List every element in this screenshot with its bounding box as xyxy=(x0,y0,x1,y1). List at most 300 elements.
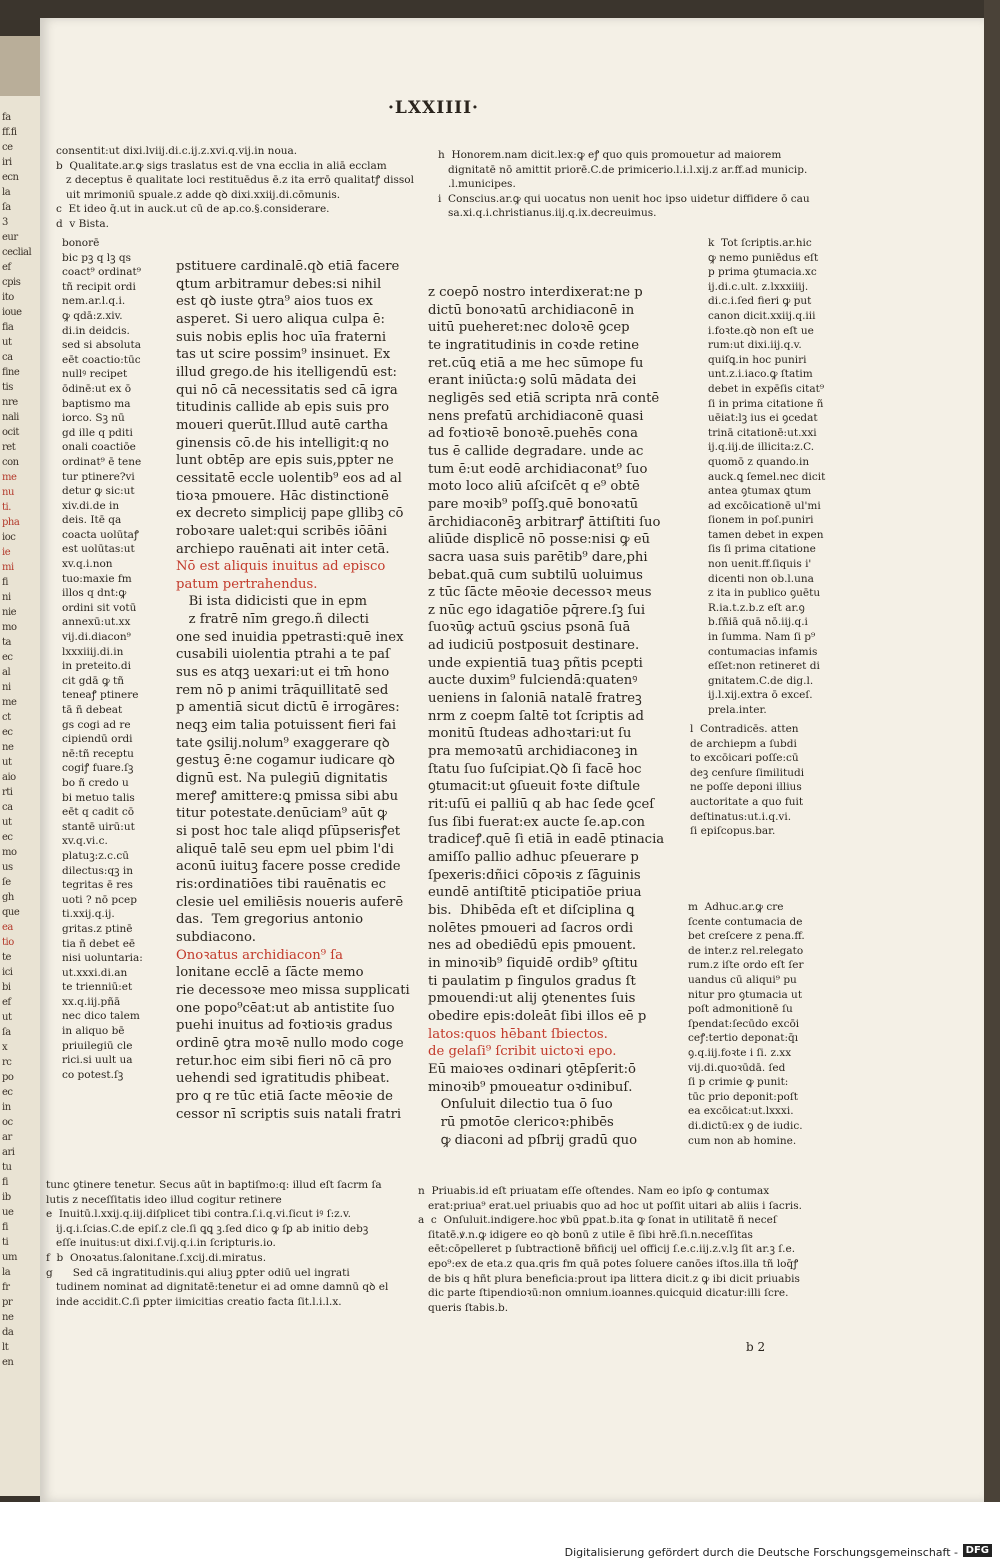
gloss-line: ij.q.i.ſcias.C.de epiſ.z cle.ſi ꝗꝗ ꝫ.ſed dico ꝙ ſꝑ ab initio debꝫ xyxy=(46,1222,369,1235)
gloss-line: contumacias infamis xyxy=(708,645,818,658)
left-page-fragment: ie xyxy=(2,547,11,558)
text-line: ad iudiciū postposuit destinare. xyxy=(428,638,640,654)
gloss-line: tegritas ē res xyxy=(62,879,133,892)
text-line: das. Tem gregorius antonio xyxy=(176,912,364,928)
text-line: ſuoꝛūꝙ actuū ꝯscius psonā ſuā xyxy=(428,620,631,636)
text-line: cessitatē eccle uolentib⁹ eos ad al xyxy=(176,470,402,486)
gloss-line: annexū:ut.xx xyxy=(62,616,131,629)
gloss-bottom-right xyxy=(418,1184,802,1315)
text-line: ad foꝛtioꝛē bonoꝛē.puehēs cona xyxy=(428,426,639,442)
left-page-fragment: fi xyxy=(2,577,8,588)
text-line: qui nō cā necessitatis sed cā igra xyxy=(176,382,398,398)
gloss-line: dicenti non ob.l.una xyxy=(708,572,814,585)
left-page-fragment: ec xyxy=(2,727,13,738)
gloss-line: de inter.z rel.relegato xyxy=(688,944,804,957)
gloss-line: deꝫ cenſure ſimilitudi xyxy=(690,766,805,779)
left-page-fragment: ef xyxy=(2,997,11,1008)
text-line: ginensis cō.de his intelligit:q no xyxy=(176,435,389,451)
footer-text: Digitalisierung gefördert durch die Deutsche Forschungsgemeinschaft - xyxy=(564,1546,958,1559)
left-page-fragment: lt xyxy=(2,1342,9,1353)
main-text-left-column xyxy=(176,258,410,1123)
text-line: tus ē callide degradare. unde ac xyxy=(428,443,644,459)
gloss-line: antea ꝯtumax ꝗtum xyxy=(708,485,812,498)
left-page-fragment: me xyxy=(2,472,17,483)
text-line: lunt obtēp are epis suis,ppter ne xyxy=(176,453,394,469)
left-page-fragment: ca xyxy=(2,802,13,813)
dfg-logo: DFG xyxy=(963,1544,992,1557)
gloss-line: lutis z neceſſitatis ideo illud cogitur retinere xyxy=(46,1193,282,1206)
text-line: pmouendi:ut alij ꝯtenentes ſuis xyxy=(428,991,636,1007)
gloss-line: ordinat⁹ ē tene xyxy=(62,455,142,468)
gloss-line: i Conscius.ar.ꝙ qui uocatus non uenit hoc ipso uidetur diffidere ō cau xyxy=(438,192,810,205)
gloss-left-column xyxy=(62,236,143,1082)
gloss-line: uēiat:lꝫ ius ei ꝯcedat xyxy=(708,412,818,425)
text-line: monitū ſtudeas adhoꝛtari:ut ſu xyxy=(428,726,632,742)
gloss-line: baptismo ma xyxy=(62,397,131,410)
gloss-line: z ita in publico ꝯuētu xyxy=(708,587,821,600)
text-line: ris:ordinatiōes tibi rauēnatis ec xyxy=(176,876,387,892)
gloss-top-right xyxy=(438,148,810,221)
gloss-line: coact⁹ ordinat⁹ xyxy=(62,266,141,279)
gloss-line: tuo:maxie fm xyxy=(62,572,132,585)
text-line: ſpexeris:dñici cōpoꝛis z ſāguinis xyxy=(428,867,641,883)
gloss-line: bo ñ credo u xyxy=(62,776,129,789)
text-line: est qꝺ iuste ꝯtra⁹ aios tuos ex xyxy=(176,294,373,310)
left-page-fragment: ti. xyxy=(2,502,11,513)
gloss-line: iorco. Sꝫ nū xyxy=(62,412,125,425)
gloss-line: e Inuitū.l.xxij.q.iij.diſplicet tibi contra.ſ.i.q.vi.ſicut iꝰ ſ:z.v. xyxy=(46,1208,352,1221)
left-page-fragment: ſe xyxy=(2,877,11,888)
text-line: p amentiā sicut dictū ē irrogāres: xyxy=(176,700,400,716)
gloss-line: eēt:cōpelleret p ſubtractionē bñficij uel officij ſ.e.c.iij.z.v.lꝫ ſit ar.ꝫ ſ.e. xyxy=(418,1243,796,1256)
text-line: rie decessoꝛe meo missa supplicati xyxy=(176,982,410,998)
gloss-line: rum.z iſte ordo eſt ſer xyxy=(688,959,804,972)
gloss-line: xv.q.vi.c. xyxy=(62,835,108,848)
gloss-line: f b Onoꝛatus.ſalonitane.ſ.xcij.di.miratus. xyxy=(46,1251,267,1264)
text-line: cessor nī scriptis suis natali fratri xyxy=(176,1106,402,1122)
left-page-fragment: ff.fi xyxy=(2,127,17,138)
gloss-line: uandus cū aliqui⁹ pu xyxy=(688,973,797,986)
gloss-line: bi metuo talis xyxy=(62,791,135,804)
left-page-fragment: da xyxy=(2,1327,14,1338)
gloss-line: nisi uoluntaria: xyxy=(62,952,143,965)
gloss-line: co potest.ſꝫ xyxy=(62,1068,124,1081)
gloss-line: auck.ꝗ ſemel.nec dicit xyxy=(708,470,826,483)
left-page-fragment: ecn xyxy=(2,172,19,183)
left-page-fragment: us xyxy=(2,862,13,873)
left-page-fragment: ib xyxy=(2,1192,11,1203)
gloss-line: di.c.i.ſed fieri ꝙ put xyxy=(708,295,812,308)
gloss-right-column-k xyxy=(708,236,825,718)
text-line: amiſſo pallio adhuc pſeuerare p xyxy=(428,850,639,865)
text-line: titur potestate.denūciam⁹ aūt ꝙ xyxy=(176,806,387,822)
gloss-line: i.foꝛte.qꝺ non eſt ue xyxy=(708,324,814,337)
text-line: unde expientiā tuaꝫ pñtis pcepti xyxy=(428,655,643,671)
gloss-line: gritas.z ptinē xyxy=(62,922,133,935)
text-line: Onſuluit dilectio tua ō ſuo xyxy=(428,1097,613,1113)
text-line: Onoꝛatus archidiacon⁹ ſa xyxy=(176,947,343,963)
gloss-line: platuꝫ:z.c.cū xyxy=(62,849,129,862)
left-page-fragment: aio xyxy=(2,772,16,783)
gloss-line: tamen debet in expen xyxy=(708,528,824,541)
text-line: sacra uasa suis parētib⁹ dare,phi xyxy=(428,549,648,565)
left-page-fragment: gh xyxy=(2,892,14,903)
gloss-line: z deceptus ē qualitate loci restituēdus ē.z ita errō qualitatꝭ dissol xyxy=(56,174,414,187)
gloss-line: vij.di.diacon⁹ xyxy=(62,631,131,644)
left-page-fragment: tu xyxy=(2,1162,12,1173)
left-page-fragment: ar xyxy=(2,1132,12,1143)
text-line: nes ad obediēdū epis pmouent. xyxy=(428,938,637,954)
text-line: cusabili uiolentia ptrahi a te paſ xyxy=(176,647,390,663)
gloss-line: cogiꝭ fuare.ſꝫ xyxy=(62,762,134,775)
text-line: uehendi sed igratitudis phibeat. xyxy=(176,1071,390,1087)
left-page-fragment: um xyxy=(2,1252,17,1263)
footer-bar xyxy=(0,1502,1000,1563)
text-line: z fratrē nīm grego.ñ dilecti xyxy=(176,612,369,628)
gloss-line: tā ñ debeat xyxy=(62,704,123,716)
text-line: rū pmotōe clericoꝛ:phibēs xyxy=(428,1114,614,1130)
left-page-curl xyxy=(0,36,40,96)
gloss-line: unt.z.i.iaco.ꝙ ſtatim xyxy=(708,368,813,381)
text-line: gestuꝫ ē:ne cogamur iudicare qꝺ xyxy=(176,753,395,769)
gloss-line: te trienniū:et xyxy=(62,981,133,994)
gloss-line: stantē uirū:ut xyxy=(62,820,135,833)
text-line: ueniens in ſaloniā natalē fratreꝫ xyxy=(428,691,642,707)
text-line: clesie uel emiliēsis noueris auferē xyxy=(176,894,404,910)
gloss-line: queris ſtabis.b. xyxy=(418,1301,509,1314)
text-line: patum pertrahendus. xyxy=(176,576,318,592)
left-page-fragment: ne xyxy=(2,742,14,753)
gloss-line: cipiendū ordi xyxy=(62,733,133,746)
left-page-fragment: ioue xyxy=(2,307,22,318)
gloss-line: cum non ab homine. xyxy=(688,1134,797,1147)
gloss-line: illos q dnt:ꝙ xyxy=(62,587,127,600)
left-page-fragment: ea xyxy=(2,922,13,933)
text-line: z coepō nostro interdixerat:ne p xyxy=(428,285,643,300)
text-line: z tūc ſācte mēoꝛie decessoꝛ meus xyxy=(428,585,652,601)
left-page-fragment: 3 xyxy=(2,217,8,228)
text-line: tas ut scire possim⁹ insinuet. Ex xyxy=(176,347,391,363)
gloss-line: xiv.di.de in xyxy=(62,499,120,512)
gloss-line: tudinem nominat ad dignitatē:tenetur ei ad omne damnū qꝺ el xyxy=(46,1281,389,1294)
text-line: si post hoc tale aliqd pſūpserisꝭet xyxy=(176,824,401,839)
gloss-line: ſpendat:ſecūdo excōi xyxy=(688,1017,800,1030)
text-line: in minoꝛib⁹ ſiquidē ordib⁹ ꝯſtitu xyxy=(428,955,638,971)
gloss-line: in aliquo bē xyxy=(62,1025,125,1038)
gloss-line: bet creſcere z pena.ff. xyxy=(688,930,805,943)
gloss-line: uit mrimoniū spuale.z adde qꝺ dixi.xxiij.di.cōmunis. xyxy=(56,188,341,201)
left-page-fragment: pr xyxy=(2,1297,13,1308)
text-line: neqꝫ eim talia potuissent fieri fai xyxy=(176,718,397,734)
text-line: z nūc ego idagatiōe pq̄rere.ſꝫ ſui xyxy=(428,602,646,618)
gloss-line: m Adhuc.ar.ꝙ cre xyxy=(688,901,784,913)
text-line: nens prefatū archidiaconē quasi xyxy=(428,408,644,424)
left-page-fragment: ceclial xyxy=(2,247,32,258)
text-line: aliūde displicē nō posse:nisi ꝙ eū xyxy=(428,532,650,548)
left-page-fragment: nali xyxy=(2,412,19,423)
gloss-line: ceꝭ:tertio deponat:q̄ı xyxy=(688,1032,799,1045)
gloss-line: sed si absoluta xyxy=(62,339,142,352)
text-line: ꝗtum arbitramur debes:si nihil xyxy=(176,276,382,292)
text-line: suis nobis eplis hoc uīa fraterni xyxy=(176,329,387,345)
text-line: ret.cūꝗ etiā a me hec sūmope fu xyxy=(428,355,644,371)
text-line: pro q re tūc etiā ſacte mēoꝛie de xyxy=(176,1088,393,1104)
gloss-line: de bis q hñt plura beneficia:prout ipa littera dicit.z ꝙ ibi dicit priuabis xyxy=(418,1272,800,1285)
text-line: dictū bonoꝛatū archidiaconē in xyxy=(428,302,635,318)
left-page-fragment: ret xyxy=(2,442,16,453)
gloss-line: dignitatē nō amittit priorē.C.de primicerio.l.i.l.xij.z ar.ff.ad municip. xyxy=(438,163,808,176)
gloss-line: prela.inter. xyxy=(708,704,767,716)
text-line: illud grego.de his itelligendū est: xyxy=(176,364,397,380)
gloss-line: quomō z quando.in xyxy=(708,455,810,468)
main-text-right-column xyxy=(428,284,664,1149)
text-line: Bi ista didicisti que in epm xyxy=(176,594,367,610)
left-page-fragment: iri xyxy=(2,157,12,168)
gloss-line: nem.ar.l.q.i. xyxy=(62,295,126,308)
gloss-line: de archiepm a ſubdi xyxy=(690,737,797,750)
gloss-bottom-left xyxy=(46,1178,388,1309)
text-line: aucte duxim⁹ fulciendā:quatenꝰ xyxy=(428,673,638,689)
gloss-line: canon dicit.xxiij.q.iii xyxy=(708,309,816,322)
gloss-line: ōdinē:ut ex ō xyxy=(62,382,132,395)
left-page-fragment: tio xyxy=(2,937,14,948)
left-page-fragment: nre xyxy=(2,397,18,408)
gloss-line: bic pꝫ q lꝫ qs xyxy=(62,251,131,264)
left-page-fragment: ef xyxy=(2,262,11,273)
gloss-right-column-l xyxy=(690,722,804,839)
left-page-fragment: nie xyxy=(2,607,17,618)
text-line: ꝙ diaconi ad pſbrij gradū quo xyxy=(428,1132,638,1148)
left-page-fragment: ec xyxy=(2,1087,13,1098)
left-page-fragment: ca xyxy=(2,352,13,363)
text-line: uitū pueheret:nec doloꝛē ꝯcep xyxy=(428,320,630,336)
text-line: eundē antiſtitē pticipatiōe priua xyxy=(428,885,642,901)
text-line: titudinis callide ab epis suis pro xyxy=(176,400,390,416)
gloss-line: k Tot ſcriptis.ar.hic xyxy=(708,237,812,249)
gloss-line: coacta uolūtaꝭ xyxy=(62,528,139,541)
text-line: te ingratitudinis in coꝛde retine xyxy=(428,337,640,353)
text-line: ārchidiaconēꝫ arbitrarꝭ āttiſtiti ſuo xyxy=(428,514,661,530)
gloss-line: ꝙ qdā:z.xiv. xyxy=(62,309,123,322)
gloss-line: eſſe inuitus:ut dixi.ſ.vij.q.i.in ſcripturis.io. xyxy=(46,1237,276,1250)
left-page-fragment: ici xyxy=(2,967,13,978)
gloss-line: tur ptinere?vi xyxy=(62,470,135,483)
left-page-fragment: ne xyxy=(2,1312,14,1323)
left-page-fragment: ut xyxy=(2,757,12,768)
gloss-line: b Qualitate.ar.ꝙ sigs traslatus est de vna ecclia in aliā ecclam xyxy=(56,159,387,172)
gloss-line: uoti ? nō pcep xyxy=(62,893,137,906)
gloss-line: est uolūtas:ut xyxy=(62,543,135,556)
text-line: subdiacono. xyxy=(176,929,256,945)
text-line: de gelaſi⁹ ſcribit uictoꝛi epo. xyxy=(428,1044,617,1060)
text-line: retur.hoc eim sibi fieri nō cā pro xyxy=(176,1053,392,1069)
text-line: asperet. Si uero aliqua culpa ē: xyxy=(176,311,385,327)
gloss-line: gs cogi ad re xyxy=(62,718,131,731)
left-page-fragment: con xyxy=(2,457,19,468)
left-page-fragment: mi xyxy=(2,562,14,573)
left-page-fragment: ti xyxy=(2,1237,9,1248)
left-page-fragment: te xyxy=(2,952,11,963)
gloss-line: in ſumma. Nam ſi p⁹ xyxy=(708,631,816,644)
folio-number: ·LXXIIII· xyxy=(388,98,479,118)
gloss-line: tūc prio deponit:poſt xyxy=(688,1090,798,1103)
gloss-line: debet in expēſis citat⁹ xyxy=(708,382,825,395)
gloss-line: n Priuabis.id eſt priuatam eſſe oſtendes. Nam eo ipſo ꝙ contumax xyxy=(418,1185,770,1197)
left-page-fragment: fia xyxy=(2,322,14,333)
left-page-fragment: la xyxy=(2,1267,11,1278)
gloss-line: ſis ſi prima citatione xyxy=(708,543,816,556)
left-page-fragment: pha xyxy=(2,517,20,528)
gloss-line: g Sed cā ingratitudinis.qui aliuꝫ ꝑpter odiū uel ingrati xyxy=(46,1266,350,1279)
gloss-line: erat:priua⁹ erat.uel priuabis quo ad hoc ut poſſit uitari ab aliis i ſacris. xyxy=(418,1199,802,1212)
text-line: archiepo rauēnati ait inter cetā. xyxy=(176,541,390,557)
gloss-line: tia ñ debet eē xyxy=(62,937,136,950)
text-line: one popo⁹cēat:ut ab antistite ſuo xyxy=(176,1000,395,1016)
gloss-line: l Contradicēs. atten xyxy=(690,723,799,735)
left-page-fragment: fa xyxy=(2,112,11,123)
gloss-line: p prima ꝯtumacia.xc xyxy=(708,266,817,279)
gloss-line: priuilegiū cle xyxy=(62,1039,133,1052)
left-page-fragment: mo xyxy=(2,622,17,633)
left-page-fragment: tis xyxy=(2,382,13,393)
gloss-line: ij.di.c.ult. z.lxxxiiij. xyxy=(708,280,809,293)
text-line: latos:quos hēbant ſbiectos. xyxy=(428,1026,608,1042)
gloss-line: .l.municipes. xyxy=(438,178,516,191)
left-page-fragment: ue xyxy=(2,1207,14,1218)
text-line: negligēs sed etiā scripta nrā contē xyxy=(428,390,660,406)
left-page-fragment: al xyxy=(2,667,11,678)
gloss-line: ij.q.iij.de illicita:z.C. xyxy=(708,441,815,454)
gloss-line: gd ille q pditi xyxy=(62,426,133,439)
text-line: one sed inuidia ppetrasti:quē inex xyxy=(176,629,404,645)
gloss-line: lxxxiiij.di.in xyxy=(62,645,124,658)
left-page-fragment: ut xyxy=(2,337,12,348)
text-line: nolētes pmoueri ad ſacros ordi xyxy=(428,920,634,936)
text-line: aconū iuituꝫ facere posse credide xyxy=(176,859,401,875)
gloss-line: c Et ideo q̄.ut in auck.ut cū de ap.co.§.considerare. xyxy=(56,203,330,216)
text-line: dignū est. Na pulegiū dignitatis xyxy=(176,771,388,787)
gloss-line: sa.xi.q.i.christianus.iij.q.ix.decreuimus. xyxy=(438,207,657,220)
text-line: tioꝛa pmouere. Hāc distinctionē xyxy=(176,488,389,504)
text-line: puehi inuitus ad foꝛtioꝛis gradus xyxy=(176,1018,393,1034)
left-page-fragment: ni xyxy=(2,592,11,603)
text-line: Nō est aliquis inuitus ad episco xyxy=(176,559,386,575)
text-line: moto loco aliū aſciſcēt q e⁹ obtē xyxy=(428,479,640,495)
gloss-line: di.dictū:ex ꝯ de iudic. xyxy=(688,1119,803,1132)
gloss-line: tunc ꝯtinere tenetur. Secus aūt in baptiſmo:q: illud eſt ſacrm ſa xyxy=(46,1179,382,1191)
gloss-line: vij.di.quoꝛūdā. ſed xyxy=(688,1061,786,1074)
left-page-fragment: ocit xyxy=(2,427,19,438)
gloss-line: ne poſſe deponi illius xyxy=(690,781,802,794)
gloss-line: a c Onſuluit.indigere.hoc ꝟbū ꝑpat.b.ita ꝙ ſonat in utilitatē ñ neceſ xyxy=(418,1214,777,1227)
left-page-fragment: rc xyxy=(2,1057,12,1068)
text-line: pra memoꝛatū archidiaconeꝫ in xyxy=(428,744,638,760)
text-line: ordinē ꝯtra moꝛē nullo modo coge xyxy=(176,1035,404,1051)
gloss-line: nē:tñ receptu xyxy=(62,747,134,760)
signature-mark: b 2 xyxy=(746,1340,766,1354)
text-line: ex decreto simplicij pape gllibꝫ cō xyxy=(176,506,404,522)
text-line: bebat.quā cum subtilū uoluimus xyxy=(428,567,643,583)
gloss-line: tñ recipit ordi xyxy=(62,280,136,293)
gloss-line: R.ia.t.z.b.z eſt ar.ꝯ xyxy=(708,601,805,614)
gloss-line: rici.si uult ua xyxy=(62,1054,133,1067)
left-page-fragment: x xyxy=(2,1042,8,1053)
gloss-line: inde accidit.C.ſi ꝑpter iimicitias creatio facta ſit.l.i.l.x. xyxy=(46,1295,342,1308)
gloss-line: nec dico talem xyxy=(62,1010,140,1023)
gloss-line: ea excōicat:ut.lxxxi. xyxy=(688,1105,794,1118)
left-page-fragment: ec xyxy=(2,832,13,843)
gloss-line: ti.xxij.q.ij. xyxy=(62,908,115,921)
gloss-line: ꝯ.q.iij.foꝛte i ſi. z.xx xyxy=(688,1046,792,1059)
gloss-line: gnitatem.C.de dig.l. xyxy=(708,674,814,687)
left-page-fragment: la xyxy=(2,187,11,198)
left-page-fragment: fine xyxy=(2,367,20,378)
text-line: ſus ſibi fuerat:ex aucte ſe.ap.con xyxy=(428,814,646,830)
left-page-fragment: eur xyxy=(2,232,18,243)
left-page-fragment: ito xyxy=(2,292,14,303)
gloss-line: auctoritate a quo fuit xyxy=(690,795,804,808)
gloss-top-left xyxy=(56,144,414,232)
left-page-fragment: fr xyxy=(2,1282,10,1293)
left-page-fragment: ut xyxy=(2,1012,12,1023)
gloss-line: ſcente contumacia de xyxy=(688,915,803,928)
left-page-fragment: en xyxy=(2,1357,14,1368)
gloss-line: in preteito.di xyxy=(62,660,131,673)
gloss-line: consentit:ut dixi.lviij.di.c.ij.z.xvi.q.vij.in noua. xyxy=(56,145,298,157)
text-line: bis. Dhibēda eſt et diſciplina ꝗ xyxy=(428,902,635,918)
text-line: pare moꝛib⁹ poſſꝫ.quē bonoꝛatū xyxy=(428,496,639,512)
gloss-line: nullꝰ recipet xyxy=(62,368,128,381)
left-page-fragment: ioc xyxy=(2,532,16,543)
gloss-line: quiſꝗ.in hoc puniri xyxy=(708,353,807,366)
gloss-line: eēt coactio:tūc xyxy=(62,353,141,366)
left-page-fragment: fi xyxy=(2,1222,8,1233)
gloss-line: ꝙ nemo puniēdus eſt xyxy=(708,251,819,264)
gloss-line: ad excōicationē ul'mi xyxy=(708,499,821,512)
gloss-line: rum:ut dixi.iij.q.v. xyxy=(708,339,802,352)
text-line: aliquē talē seu epm uel pbim l'di xyxy=(176,841,394,857)
left-page-fragment: bi xyxy=(2,982,11,993)
text-line: ſtatu ſuo ſuſcipiat.Qꝺ ſi facē hoc xyxy=(428,761,642,777)
left-page-fragment: ni xyxy=(2,682,11,693)
gloss-line: ſi p crimie ꝙ punit: xyxy=(688,1076,789,1089)
left-page-fragment: ari xyxy=(2,1147,15,1158)
gloss-line: dic parte ſtipendioꝛū:non omnium.ioannes.quicquid dicatur:illi ſcre. xyxy=(418,1287,789,1300)
gloss-line: onali coactiōe xyxy=(62,441,136,454)
gloss-line: eſſet:non retineret di xyxy=(708,660,820,673)
gloss-line: xx.q.iij.pñā xyxy=(62,995,121,1008)
left-page-fragment: po xyxy=(2,1072,14,1083)
gloss-line: cit gdā ꝙ tñ xyxy=(62,674,125,687)
gloss-line: di.in deidcis. xyxy=(62,324,130,337)
gloss-line: ſitatē.ꝟ.n.ꝙ idigere eo qꝺ bonū z utile ē ſibi hrē.ſi.n.neceſſitas xyxy=(418,1228,753,1241)
left-page-fragment: fi xyxy=(2,1177,8,1188)
gloss-line: poſt admonitionē ſu xyxy=(688,1003,793,1016)
text-line: rem nō p animi trāquillitatē sed xyxy=(176,682,389,698)
gloss-line: bonorē xyxy=(62,237,100,249)
gloss-line: epo⁹:ex de eta.z qua.qris fm quā potes ſoluere canōes iſtos.illa tñ loq̄ꝭ xyxy=(418,1257,799,1270)
left-page-fragment: in xyxy=(2,1102,11,1113)
gloss-line: xv.q.i.non xyxy=(62,558,113,571)
left-page-fragment: ta xyxy=(2,637,11,648)
left-page-fragment: ſa xyxy=(2,1027,11,1038)
gloss-line: trinā citationē:ut.xxi xyxy=(708,426,817,439)
gloss-line: ut.xxxi.di.an xyxy=(62,966,128,979)
text-line: minoꝛib⁹ pmoueatur oꝛdinibuſ. xyxy=(428,1079,633,1095)
left-page-fragment: ct xyxy=(2,712,11,723)
text-line: nrm z coepm ſaltē tot ſcriptis ad xyxy=(428,708,644,724)
left-page-fragment: que xyxy=(2,907,20,918)
